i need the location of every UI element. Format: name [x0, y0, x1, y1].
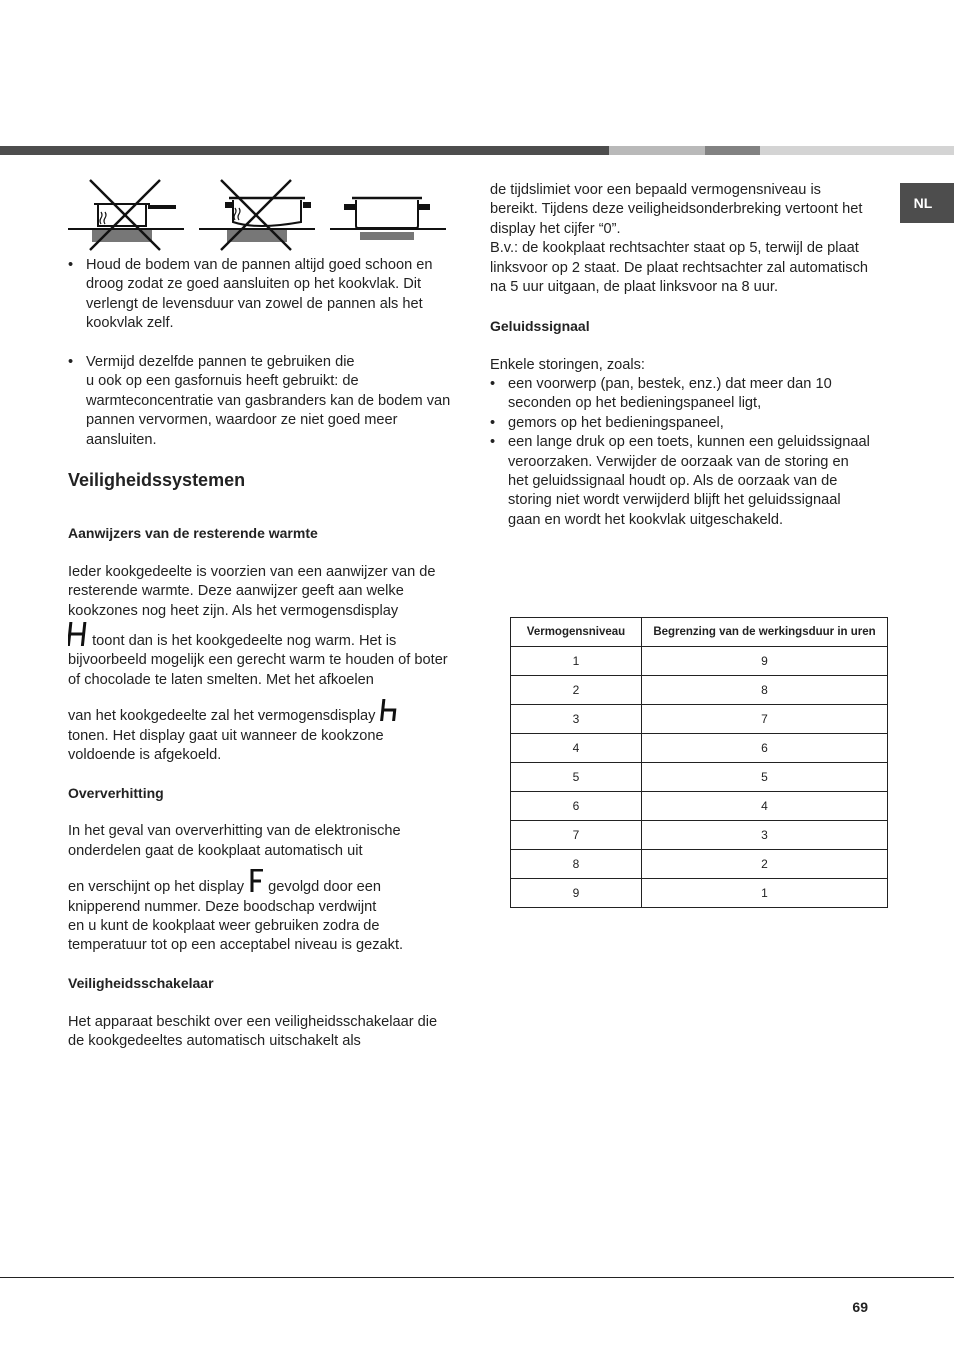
left-column [68, 178, 453, 1051]
correct-pan-icon [330, 178, 446, 256]
table-cell-level: 7 [511, 821, 642, 850]
table-cell-hours: 4 [642, 792, 888, 821]
overheating-text-4: en u kunt de kookplaat weer gebruiken zodra de temperatuur tot op een acceptabel niveau is gezakt. [68, 917, 404, 954]
table-row [511, 647, 888, 676]
table-cell-level: 4 [511, 734, 642, 763]
sound-bullet-spill: • gemors op het bedieningspaneel, [490, 414, 870, 433]
residual-heat-cooling-text [68, 698, 453, 765]
power-level-table [510, 617, 888, 908]
table-row [511, 821, 888, 850]
example-text: B.v.: de kookplaat rechtsachter staat op 5, terwijl de plaat linksvoor op 2 staat. De plaat rechtsachter zal automatisch na 5 uur uitgaan, de plaat linksvoor na 8 uur. [490, 240, 869, 296]
page-number: 69 [852, 1299, 868, 1315]
header-color-bar [0, 146, 954, 155]
table-header-duration: Begrenzing van de werkingsduur in uren [642, 618, 888, 647]
table-cell-hours: 1 [642, 879, 888, 908]
table-cell-level: 2 [511, 676, 642, 705]
section-title: Veiligheidssystemen [68, 470, 246, 491]
table-row [511, 879, 888, 908]
bullet-clean-pans: • Houd de bodem van de pannen altijd goed schoon en droog zodat ze goed aansluiten op het kookvlak. Dit verlengt de levensduur van zowel de pannen als het kookvlak zelf. [68, 256, 453, 334]
residual-heat-text [68, 563, 453, 690]
table-cell-hours: 2 [642, 850, 888, 879]
table-cell-hours: 9 [642, 647, 888, 676]
table-row [511, 705, 888, 734]
residual-heat-text-4: tonen. Het display gaat uit wanneer de kookzone voldoende is afgekoeld. [68, 727, 384, 764]
residual-heat-text-1: Ieder kookgedeelte is voorzien van een aanwijzer van de resterende warmte. Deze aanwijzer geeft aan welke kookzones nog heet zijn. Als het vermogensdisplay [68, 563, 436, 619]
table-cell-level: 5 [511, 763, 642, 792]
table-row [511, 850, 888, 879]
pan-illustrations [68, 178, 453, 256]
bar-segment-mid [705, 146, 760, 155]
table-cell-hours: 3 [642, 821, 888, 850]
safety-switch-text: Het apparaat beschikt over een veiligheidsschakelaar die de kookgedeeltes automatisch uitschakelt als [68, 1013, 438, 1049]
bullet-avoid-gas-pans [68, 353, 453, 450]
table-cell-hours: 7 [642, 705, 888, 734]
footer-rule [0, 1277, 954, 1278]
bar-segment-light [609, 146, 705, 155]
table-cell-level: 3 [511, 705, 642, 734]
table-header-power-level: Vermogensniveau [511, 618, 642, 647]
table-cell-hours: 6 [642, 734, 888, 763]
table-header-row [511, 618, 888, 647]
wrong-deformed-pan-icon [199, 178, 315, 256]
wrong-small-pan-icon [68, 178, 184, 256]
display-f-icon [248, 869, 264, 893]
table-row [511, 763, 888, 792]
table-row [511, 676, 888, 705]
residual-heat-text-3: van het kookgedeelte zal het vermogensdisplay [68, 708, 376, 725]
bar-segment-dark [0, 146, 609, 155]
overheating-text-1: In het geval van oververhitting van de elektronische onderdelen gaat de kookplaat automatisch uit [68, 823, 401, 859]
bar-segment-pale [760, 146, 954, 155]
table-cell-level: 9 [511, 879, 642, 908]
display-h-icon [68, 621, 88, 647]
table-row [511, 792, 888, 821]
overheating-text-2: en verschijnt op het display [68, 879, 245, 896]
heading-overheating: Oververhitting [68, 784, 164, 801]
right-column [490, 181, 870, 530]
table-cell-level: 1 [511, 647, 642, 676]
sound-bullet-long-press: • een lange druk op een toets, kunnen een geluidssignaal veroorzaken. Verwijder de oorzaak van de storing en het geluidssignaal houdt op. Als de oorzaak van de storing niet wordt verwijderd blijft het geluidssignaal gaan en wordt het kookvlak uitgeschakeld. [490, 433, 870, 530]
sound-bullet-object: • een voorwerp (pan, bestek, enz.) dat meer dan 10 seconden op het bedieningspaneel ligt, [490, 375, 870, 414]
display-h-small-icon [380, 698, 400, 722]
language-tab: NL [900, 183, 954, 223]
time-limit-text: de tijdslimiet voor een bepaald vermogensniveau is bereikt. Tijdens deze veiligheidsonderbreking vertoont het display het cijfer “0”. [490, 182, 863, 237]
heading-residual-heat: Aanwijzers van de resterende warmte [68, 525, 318, 542]
table-cell-hours: 8 [642, 676, 888, 705]
overheating-text-3: gevolgd door een knipperend nummer. Deze boodschap verdwijnt [68, 879, 381, 915]
sound-intro: Enkele storingen, zoals: [490, 356, 645, 373]
table-cell-level: 6 [511, 792, 642, 821]
table-cell-hours: 5 [642, 763, 888, 792]
heading-safety-switch: Veiligheidsschakelaar [68, 974, 214, 991]
overheating-text [68, 869, 453, 956]
residual-heat-text-2: toont dan is het kookgedeelte nog warm. Het is bijvoorbeeld mogelijk een gerecht warm te houden of boter of chocolade te laten smelten. Met het afkoelen [68, 633, 448, 688]
table-row [511, 734, 888, 763]
table-cell-level: 8 [511, 850, 642, 879]
heading-sound-signal: Geluidssignaal [490, 317, 590, 334]
bullet-avoid-gas-pans-line2: u ook op een gasfornuis heeft gebruikt: de warmteconcentratie van gasbranders kan de bodem van pannen vervormen, waardoor ze niet goed meer aansluiten. [86, 373, 451, 448]
bullet-avoid-gas-pans-line1: Vermijd dezelfde pannen te gebruiken die [86, 354, 355, 371]
